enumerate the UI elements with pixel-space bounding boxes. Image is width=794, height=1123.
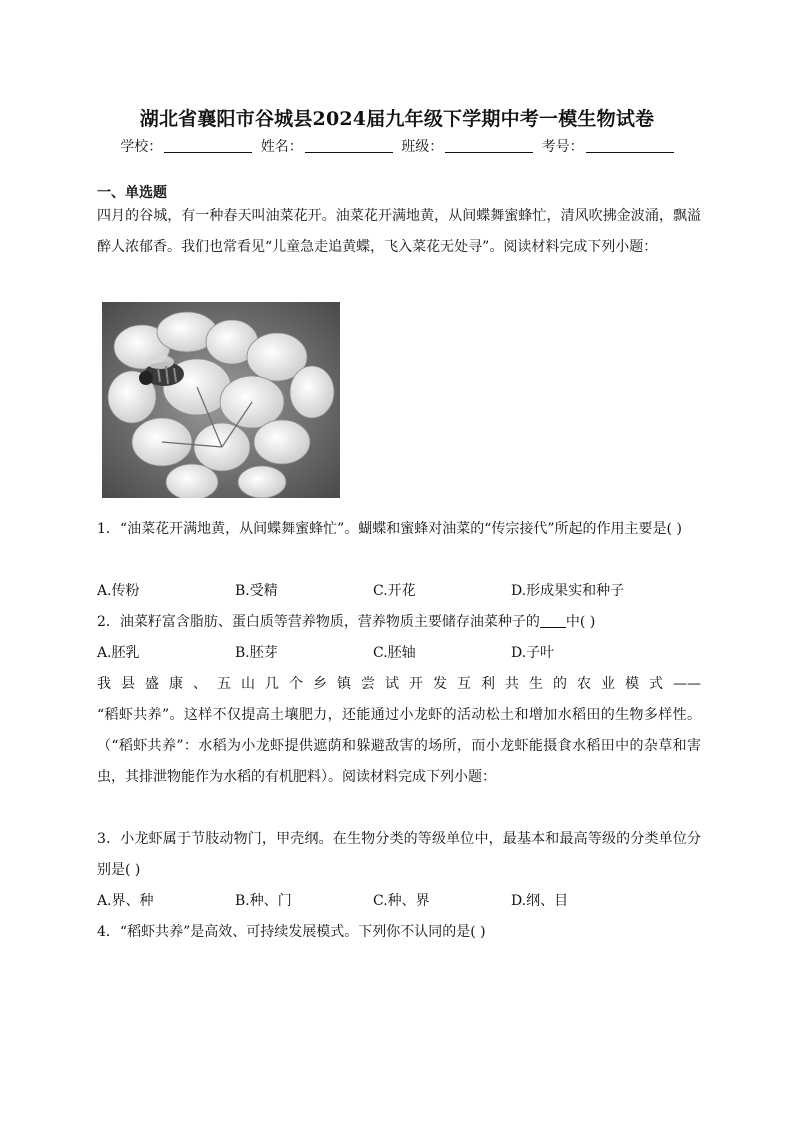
question-3-options bbox=[97, 886, 701, 917]
material-2-first-line: 我县盛康、五山几个乡镇尝试开发互利共生的农业模式—— bbox=[97, 676, 701, 692]
q2-option-b[interactable]: B.胚芽 bbox=[235, 645, 278, 661]
q3-option-a[interactable]: A.界、种 bbox=[97, 893, 154, 909]
q3-option-b[interactable]: B.种、门 bbox=[235, 893, 292, 909]
exam-number-label: 考号： bbox=[541, 139, 584, 155]
q1-option-c[interactable]: C.开花 bbox=[373, 583, 416, 599]
material-2-text: “稻虾共养”。这样不仅提高土壤肥力，还能通过小龙虾的活动松土和增加水稻田的生物多样性。（“稻虾共养”：水稻为小龙虾提供遮荫和躲避敌害的场所，而小龙虾能摄食水稻田中的杂草和害虫，其排泄物能作为水稻的有机肥料）。阅读材料完成下列小题： bbox=[97, 707, 701, 785]
q2-stem-after: 中( ) bbox=[565, 614, 596, 630]
name-blank[interactable] bbox=[305, 138, 393, 153]
name-field bbox=[261, 136, 393, 156]
q1-option-b[interactable]: B.受精 bbox=[235, 583, 278, 599]
question-2-options bbox=[97, 638, 701, 669]
class-blank[interactable] bbox=[445, 138, 533, 153]
q3-option-d[interactable]: D.纲、目 bbox=[511, 893, 569, 909]
page-title: 湖北省襄阳市谷城县2024届九年级下学期中考一模生物试卷 bbox=[139, 108, 655, 130]
exam-number-field bbox=[542, 136, 674, 156]
q1-option-d[interactable]: D.形成果实和种子 bbox=[511, 583, 625, 599]
school-field bbox=[120, 136, 252, 156]
flower-bee-image bbox=[102, 302, 340, 498]
q1-option-a[interactable]: A.传粉 bbox=[97, 583, 140, 599]
school-label: 学校： bbox=[120, 139, 163, 155]
q2-option-a[interactable]: A.胚乳 bbox=[97, 645, 140, 661]
question-4-stem: 4．“稻虾共养”是高效、可持续发展模式。下列你不认同的是( ) bbox=[97, 924, 486, 940]
question-2-stem bbox=[97, 607, 701, 638]
student-info-row bbox=[0, 136, 794, 156]
q3-option-c[interactable]: C.种、界 bbox=[373, 893, 430, 909]
question-1-stem: 1．“油菜花开满地黄，从间蝶舞蜜蜂忙”。蝴蝶和蜜蜂对油菜的“传宗接代”所起的作用主要是( ) bbox=[97, 521, 682, 537]
class-field bbox=[401, 136, 533, 156]
class-label: 班级： bbox=[401, 139, 444, 155]
rapeseed-flower-photo bbox=[102, 302, 340, 498]
q2-stem-before: 2．油菜籽富含脂肪、蛋白质等营养物质，营养物质主要储存油菜种子的 bbox=[97, 614, 540, 630]
q2-option-c[interactable]: C.胚轴 bbox=[373, 645, 416, 661]
question-3-stem: 3．小龙虾属于节肢动物门，甲壳纲。在生物分类的等级单位中，最基本和最高等级的分类单位分别是( ) bbox=[97, 831, 701, 878]
material-1-text: 四月的谷城，有一种春天叫油菜花开。油菜花开满地黄，从间蝶舞蜜蜂忙，清风吹拂金波涌，飘溢醉人浓郁香。我们也常看见“儿童急走追黄蝶，飞入菜花无处寻”。阅读材料完成下列小题： bbox=[97, 208, 701, 255]
q2-option-d[interactable]: D.子叶 bbox=[511, 645, 555, 661]
q2-answer-blank[interactable] bbox=[540, 613, 566, 628]
name-label: 姓名： bbox=[260, 139, 303, 155]
question-1-options bbox=[97, 576, 701, 607]
section-title: 一、单选题 bbox=[97, 185, 167, 201]
exam-number-blank[interactable] bbox=[586, 138, 674, 153]
school-blank[interactable] bbox=[164, 138, 252, 153]
